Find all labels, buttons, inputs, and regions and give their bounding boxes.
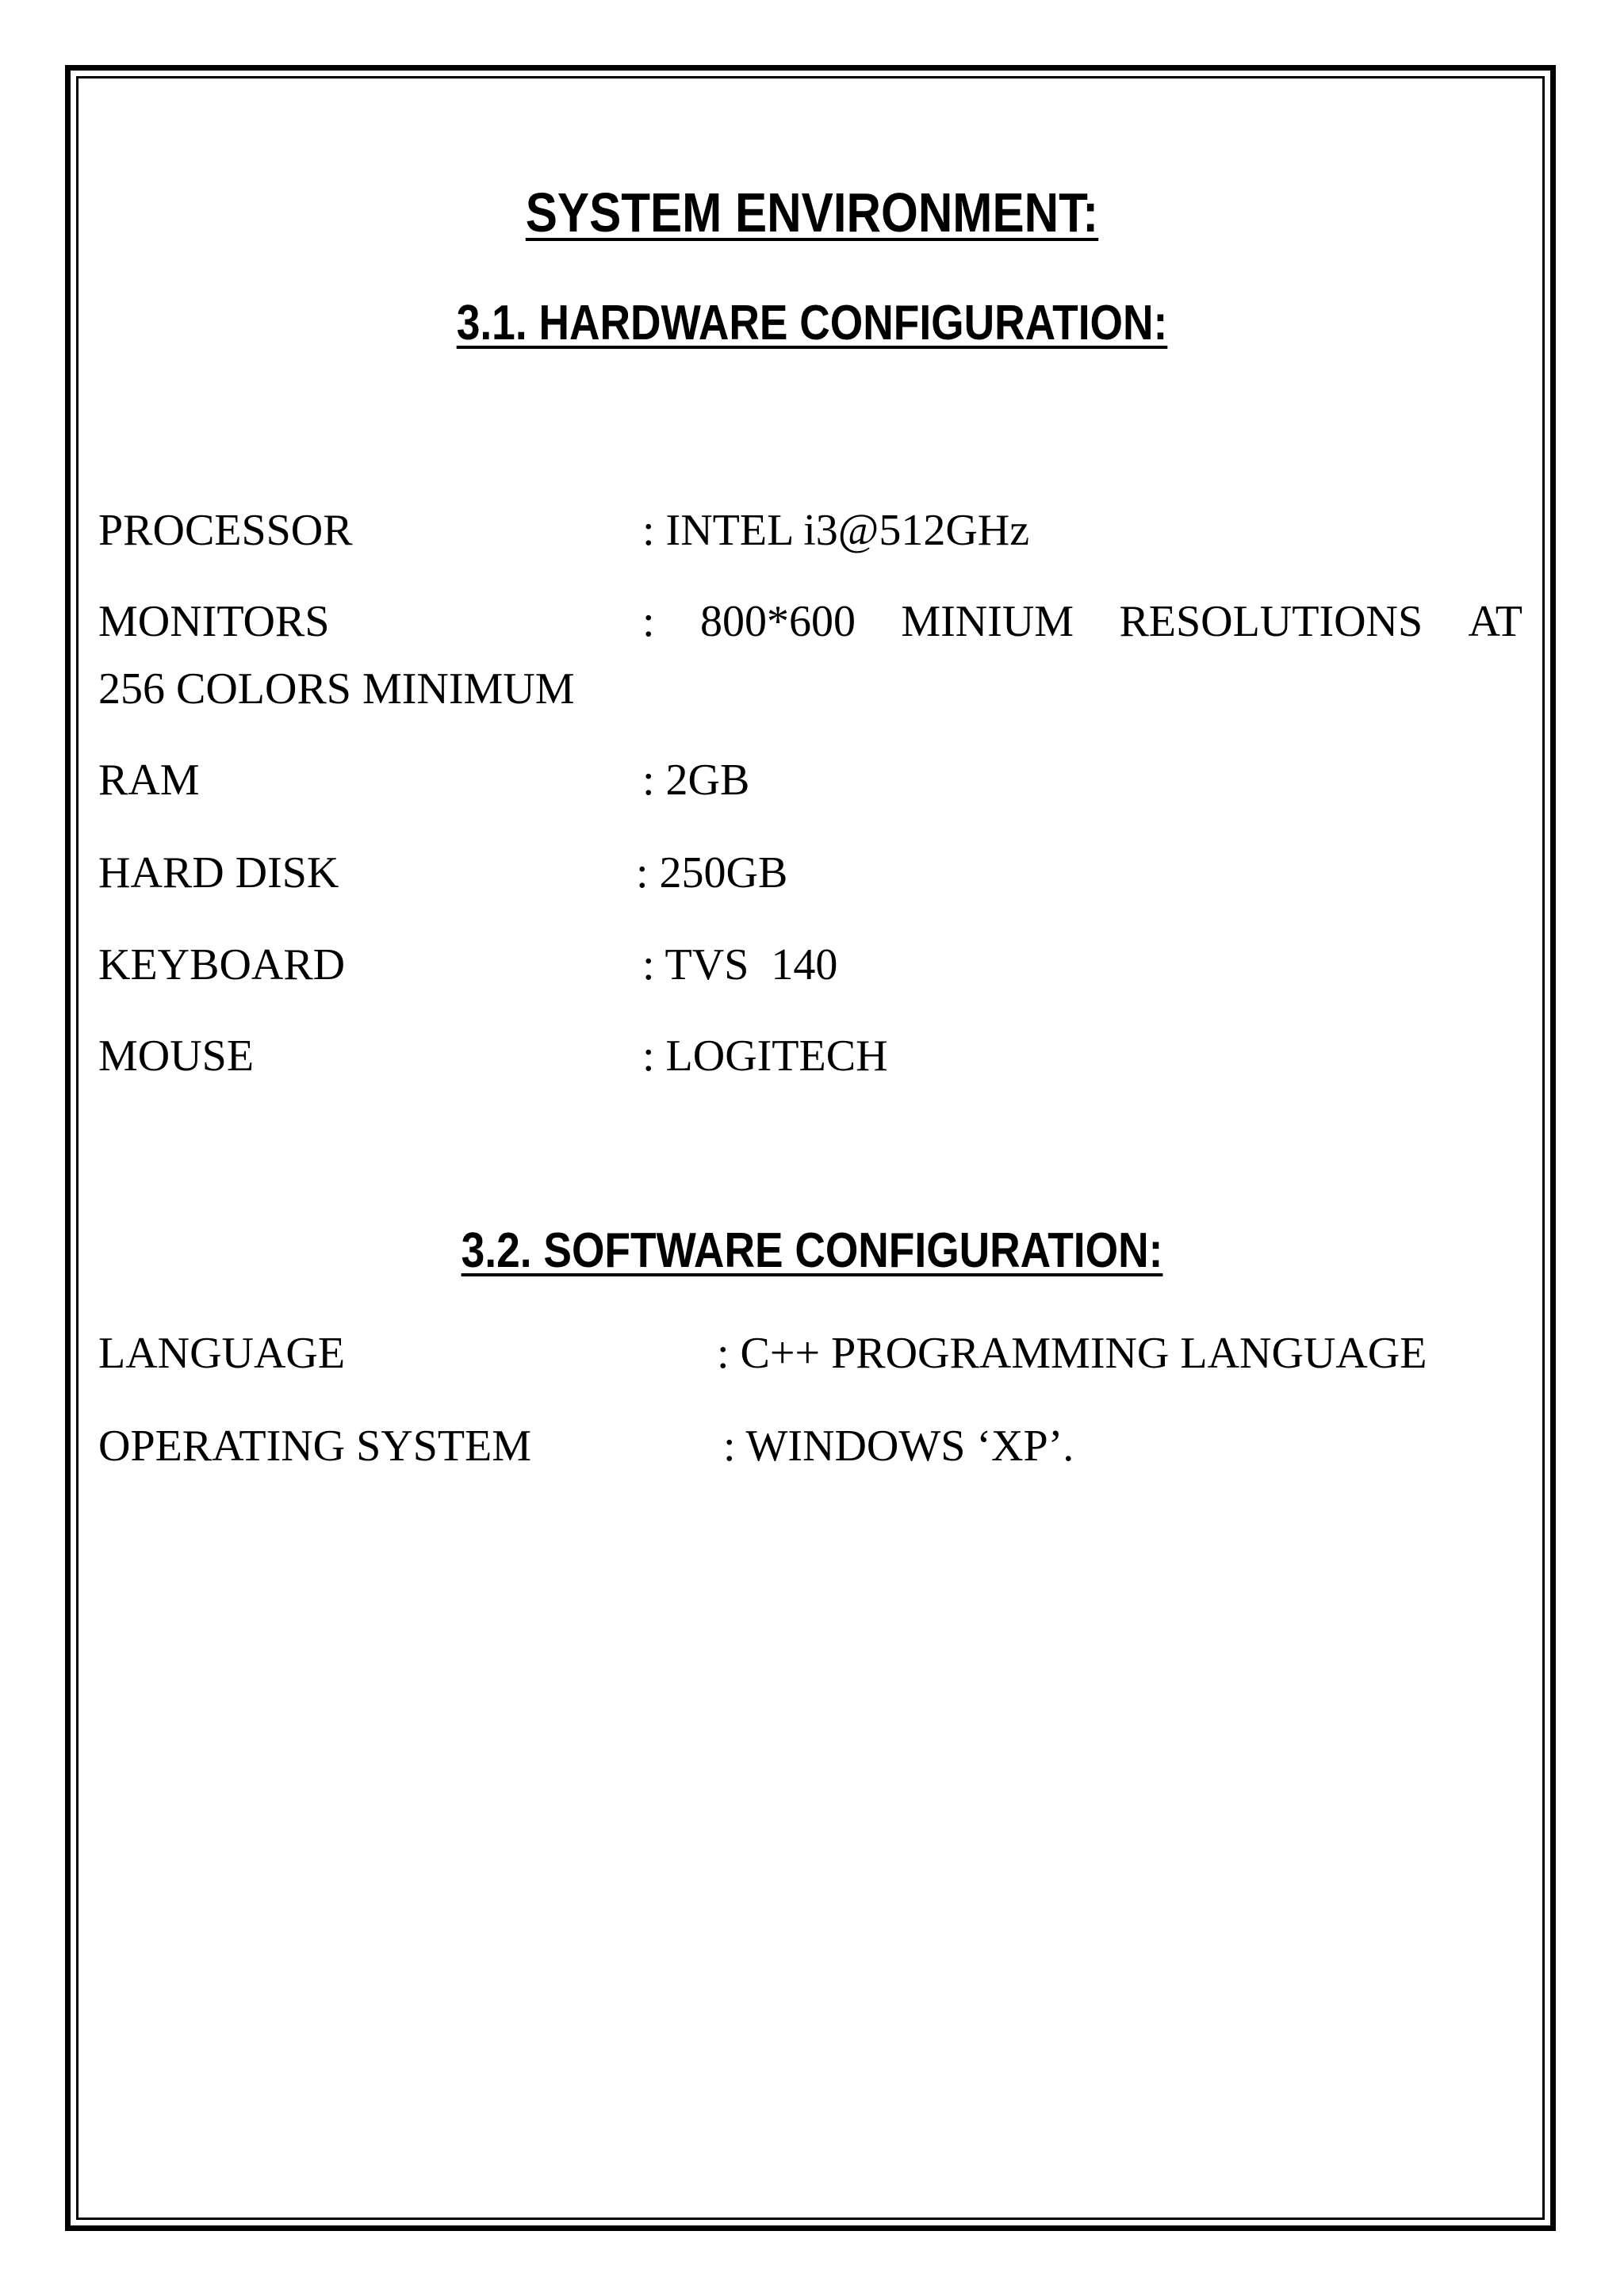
spec-value: : LOGITECH — [642, 1031, 888, 1081]
spec-value-word: : — [642, 597, 655, 646]
page-title: SYSTEM ENVIRONMENT: — [525, 182, 1099, 243]
spec-label: MONITORS — [98, 597, 330, 646]
spec-value-word: MINIUM — [901, 597, 1074, 646]
spec-value: : 250GB — [636, 848, 788, 897]
spec-value: : 2GB — [642, 756, 750, 805]
spec-value: : WINDOWS ‘XP’. — [723, 1422, 1074, 1471]
spec-label: HARD DISK — [98, 848, 339, 897]
hardware-heading: 3.1. HARDWARE CONFIGURATION: — [456, 296, 1168, 350]
spec-value: : C++ PROGRAMMING LANGUAGE — [717, 1329, 1427, 1378]
spec-label: RAM — [98, 756, 200, 805]
page-border-inner — [76, 76, 1545, 2220]
software-heading: 3.2. SOFTWARE CONFIGURATION: — [461, 1223, 1163, 1278]
spec-value-word: RESOLUTIONS — [1119, 597, 1423, 646]
spec-value: : TVS 140 — [642, 940, 838, 989]
spec-value-word: AT — [1468, 597, 1522, 646]
spec-label: LANGUAGE — [98, 1329, 346, 1378]
spec-value-continuation: 256 COLORS MINIMUM — [98, 664, 575, 714]
spec-label: OPERATING SYSTEM — [98, 1422, 532, 1471]
spec-label: MOUSE — [98, 1031, 255, 1081]
spec-value: : INTEL i3@512GHz — [642, 506, 1030, 555]
spec-label: PROCESSOR — [98, 506, 353, 555]
spec-label: KEYBOARD — [98, 940, 346, 989]
spec-value-monitors — [642, 599, 1522, 645]
spec-value-word: 800*600 — [699, 597, 856, 646]
